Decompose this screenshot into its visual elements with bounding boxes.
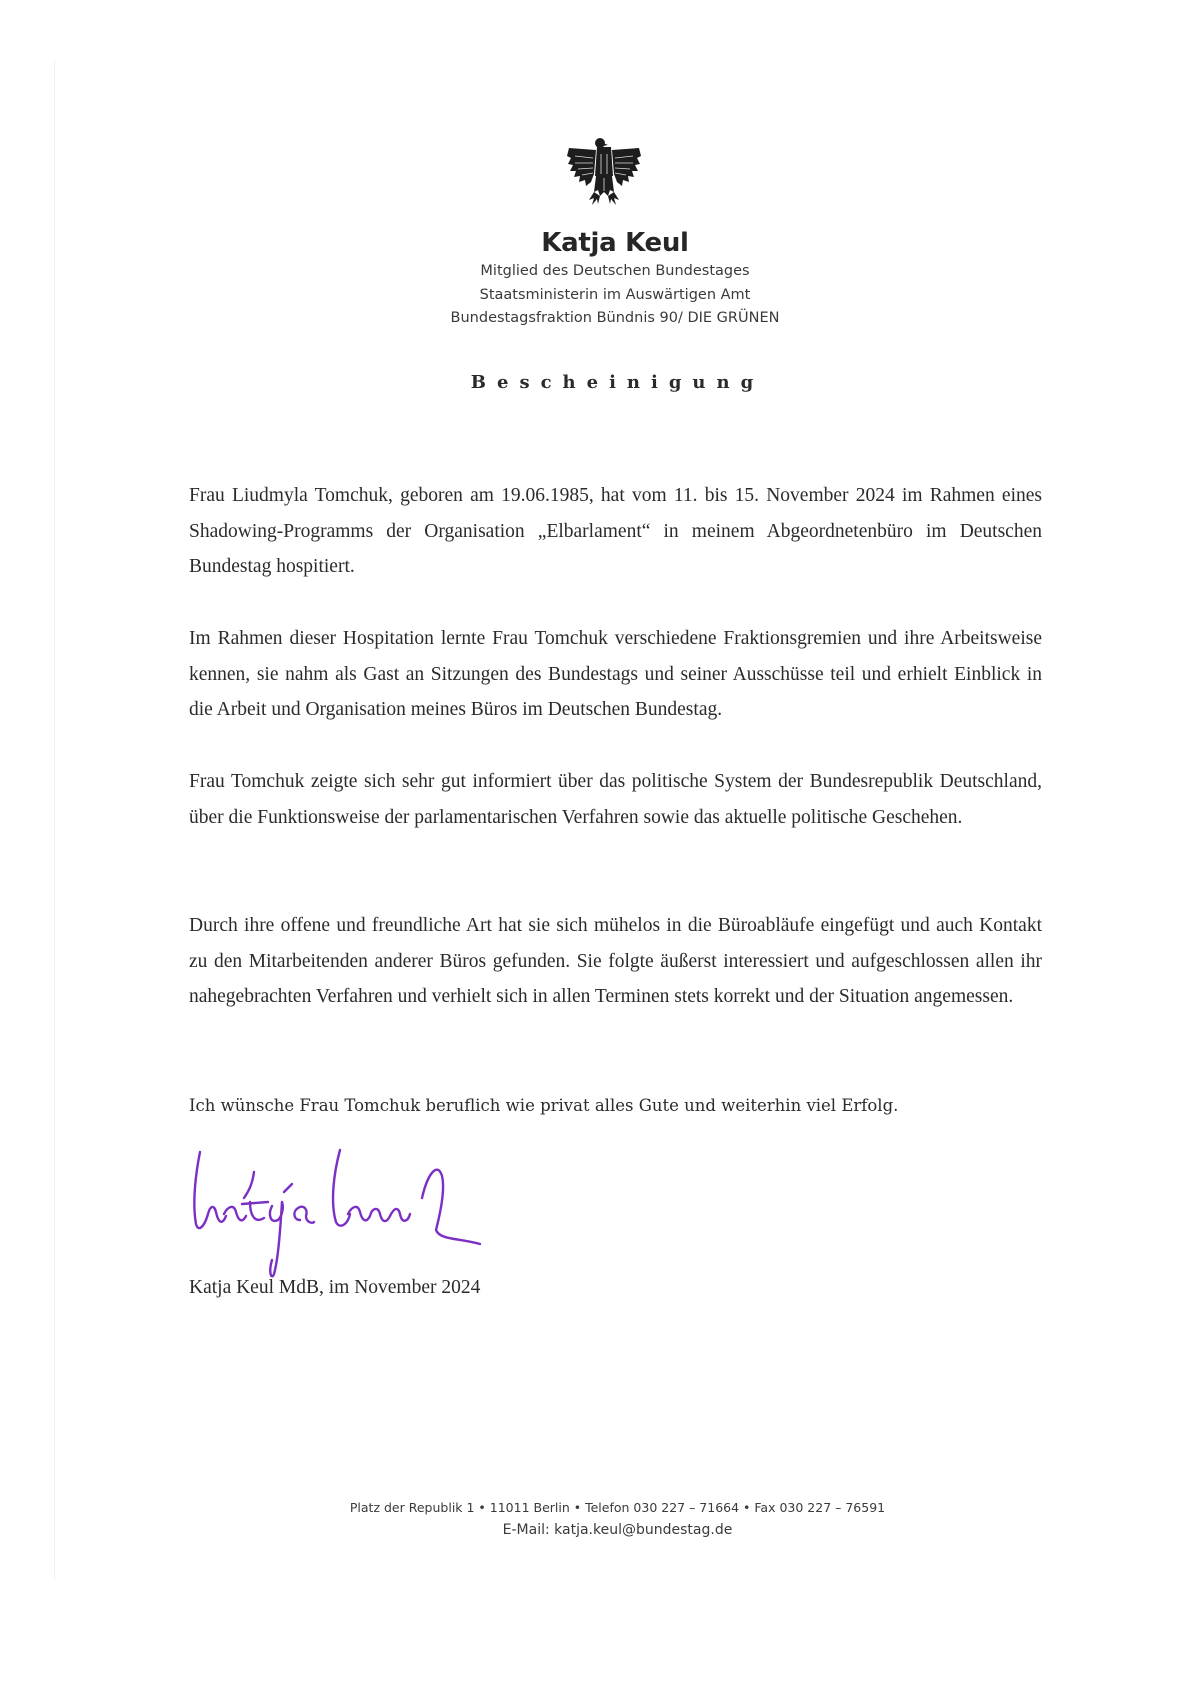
body-paragraph: Im Rahmen dieser Hospitation lernte Frau Tomchuk verschiedene Fraktionsgremien und ihre Arbeitsweise kennen, sie nahm als Gast an Sitzungen des Bundestags und seiner Ausschüsse teil und erhielt Einblick in die Arbeit und Organisation meines Büros im Deutschen Bundestag. — [189, 628, 1042, 720]
letterhead — [0, 226, 1190, 331]
document-title: Bescheinigung — [470, 372, 765, 393]
body-paragraph: Frau Liudmyla Tomchuk, geboren am 19.06.1985, hat vom 11. bis 15. November 2024 im Rahmen eines Shadowing-Programms der Organisation „Elbarlament“ in meinem Abgeordnetenbüro im Deutschen Bundestag hospitiert. — [189, 485, 1042, 577]
body-paragraph: Frau Tomchuk zeigte sich sehr gut informiert über das politische System der Bundesrepublik Deutschland, über die Funktionsweise der parlamentarischen Verfahren sowie das aktuelle politische Geschehen. — [189, 771, 1042, 828]
footer — [0, 1497, 1190, 1541]
sender-role-line: Bundestagsfraktion Bündnis 90/ DIE GRÜNEN — [450, 310, 780, 326]
federal-eagle-icon — [567, 136, 641, 208]
body-paragraph: Durch ihre offene und freundliche Art hat sie sich mühelos in die Büroabläufe eingefügt und auch Kontakt zu den Mitarbeitenden anderer Büros gefunden. Sie folgte äußerst interessiert und aufgeschlossen allen ihr nahegebrachten Verfahren und verhielt sich in allen Terminen stets korrekt und der Situation angemessen. — [189, 915, 1042, 1007]
sender-name: Katja Keul — [541, 228, 689, 258]
sender-role-line: Staatsministerin im Auswärtigen Amt — [479, 286, 751, 303]
signature-caption: Katja Keul MdB, im November 2024 — [189, 1277, 481, 1298]
closing-sentence: Ich wünsche Frau Tomchuk beruflich wie privat alles Gute und weiterhin viel Erfolg. — [189, 1096, 899, 1115]
handwritten-signature — [188, 1142, 508, 1282]
footer-address: Platz der Republik 1 • 11011 Berlin • Telefon 030 227 – 71664 • Fax 030 227 – 76591 — [349, 1500, 886, 1515]
footer-email: E-Mail: katja.keul@bundestag.de — [502, 1522, 733, 1538]
sender-role-line: Mitglied des Deutschen Bundestages — [480, 263, 750, 279]
